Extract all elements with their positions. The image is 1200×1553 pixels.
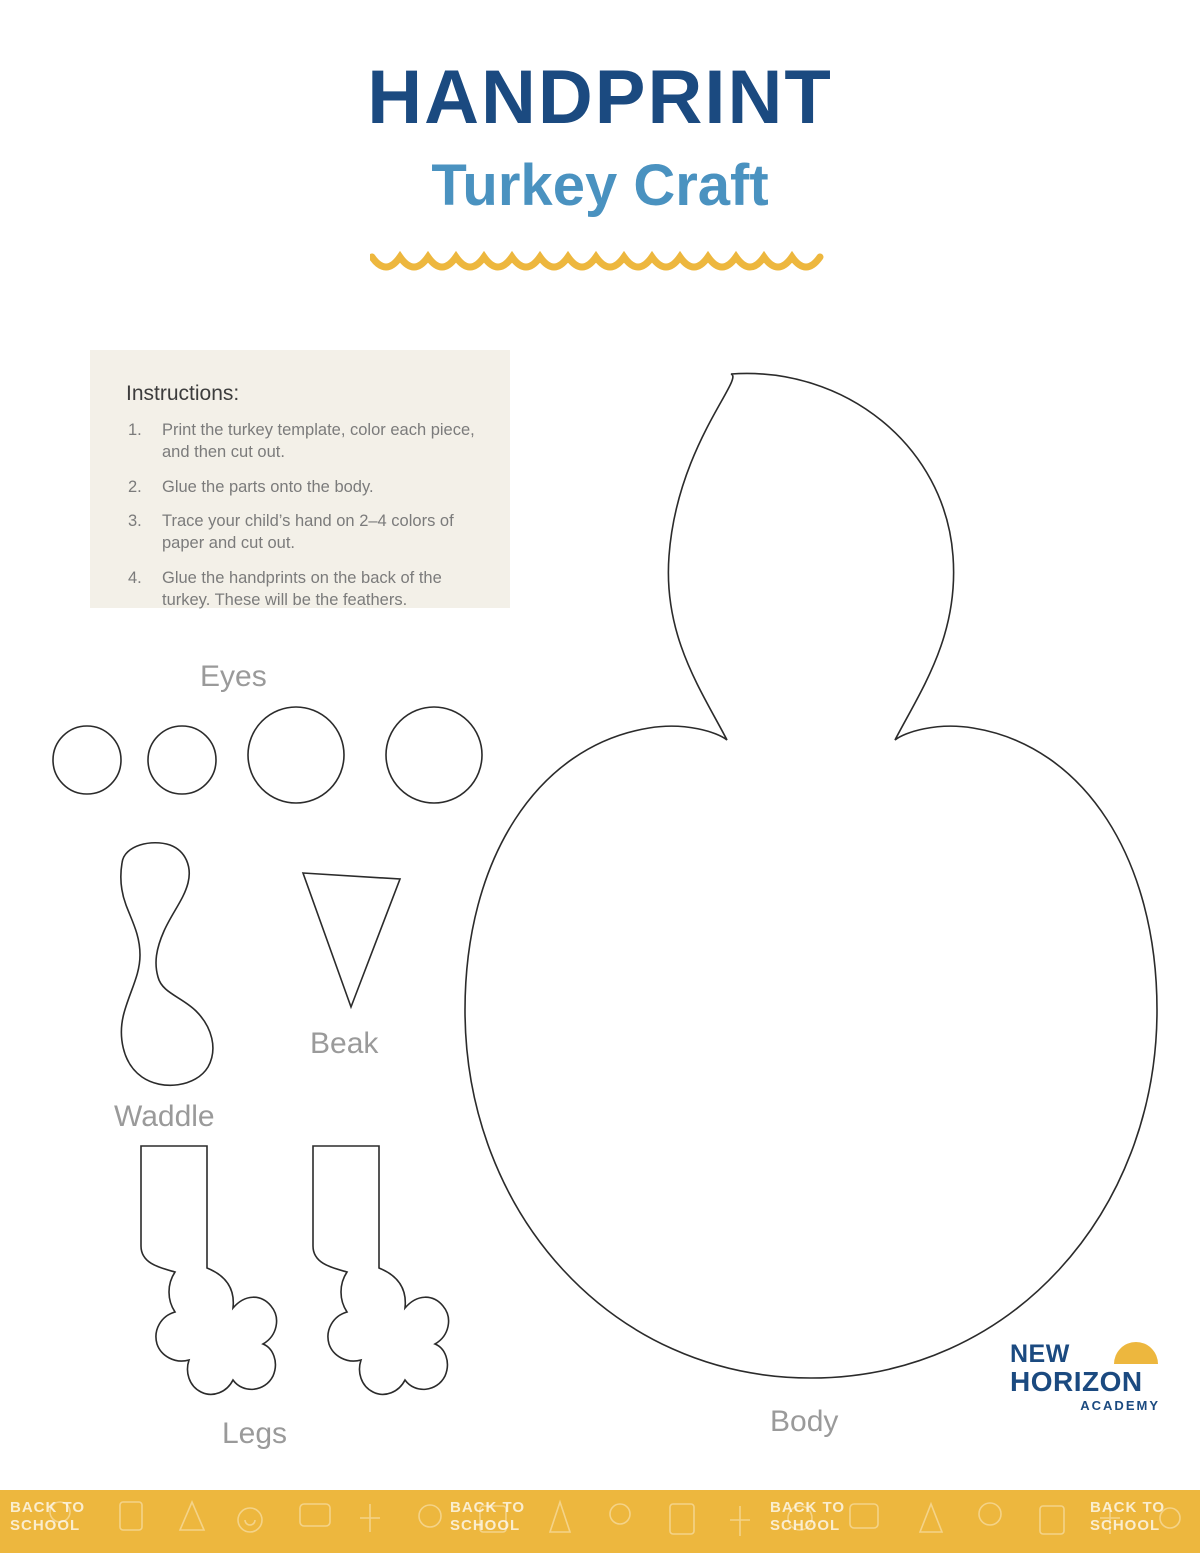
logo-line-three: ACADEMY (1080, 1398, 1160, 1413)
label-waddle: Waddle (114, 1100, 215, 1133)
logo-line-two: HORIZON (1010, 1366, 1143, 1397)
brand-logo (1010, 1340, 1160, 1432)
page-subtitle: Turkey Craft (431, 153, 769, 218)
footer-pattern-band (0, 1490, 1200, 1553)
footer-pattern-text: SCHOOL (1090, 1517, 1161, 1534)
label-body: Body (770, 1405, 839, 1438)
step-text: Glue the handprints on the back of the turkey. These will be the feathers. (162, 568, 442, 609)
step-text: Print the turkey template, color each piece, and then cut out. (162, 421, 475, 461)
instruction-step (126, 568, 480, 612)
label-beak: Beak (310, 1027, 379, 1060)
instructions-list (126, 420, 480, 611)
step-number: 4. (128, 568, 142, 587)
step-text: Trace your child’s hand on 2–4 colors of paper and cut out. (162, 512, 454, 553)
footer-pattern-text: SCHOOL (770, 1517, 841, 1534)
sun-icon (1114, 1342, 1158, 1364)
label-legs: Legs (222, 1417, 288, 1450)
footer-pattern-text: BACK TO (770, 1499, 846, 1516)
footer-pattern-text: SCHOOL (450, 1517, 521, 1534)
page-header (0, 55, 1200, 275)
school-doodles-icon (0, 1490, 1200, 1553)
footer-pattern-text: BACK TO (1090, 1499, 1166, 1516)
instruction-step (126, 477, 480, 499)
step-number: 2. (128, 477, 142, 496)
waddle-template-shape (100, 835, 250, 1095)
beak-template-shape (295, 865, 415, 1015)
step-number: 3. (128, 512, 142, 531)
footer-pattern-text: BACK TO (450, 1499, 526, 1516)
logo-line-one: NEW (1010, 1340, 1070, 1368)
footer-pattern-text: BACK TO (10, 1499, 86, 1516)
instructions-heading: Instructions: (126, 382, 240, 405)
body-template-shape (445, 360, 1165, 1420)
wavy-divider-icon (370, 249, 830, 275)
instruction-step (126, 511, 480, 555)
step-text: Glue the parts onto the body. (162, 477, 374, 496)
footer-pattern-text: SCHOOL (10, 1517, 81, 1534)
label-eyes: Eyes (200, 660, 267, 693)
instruction-step (126, 420, 480, 464)
page-title: HANDPRINT (367, 55, 833, 140)
eyes-template-shapes (40, 700, 510, 810)
step-number: 1. (128, 421, 142, 439)
legs-template-shapes (75, 1140, 415, 1430)
